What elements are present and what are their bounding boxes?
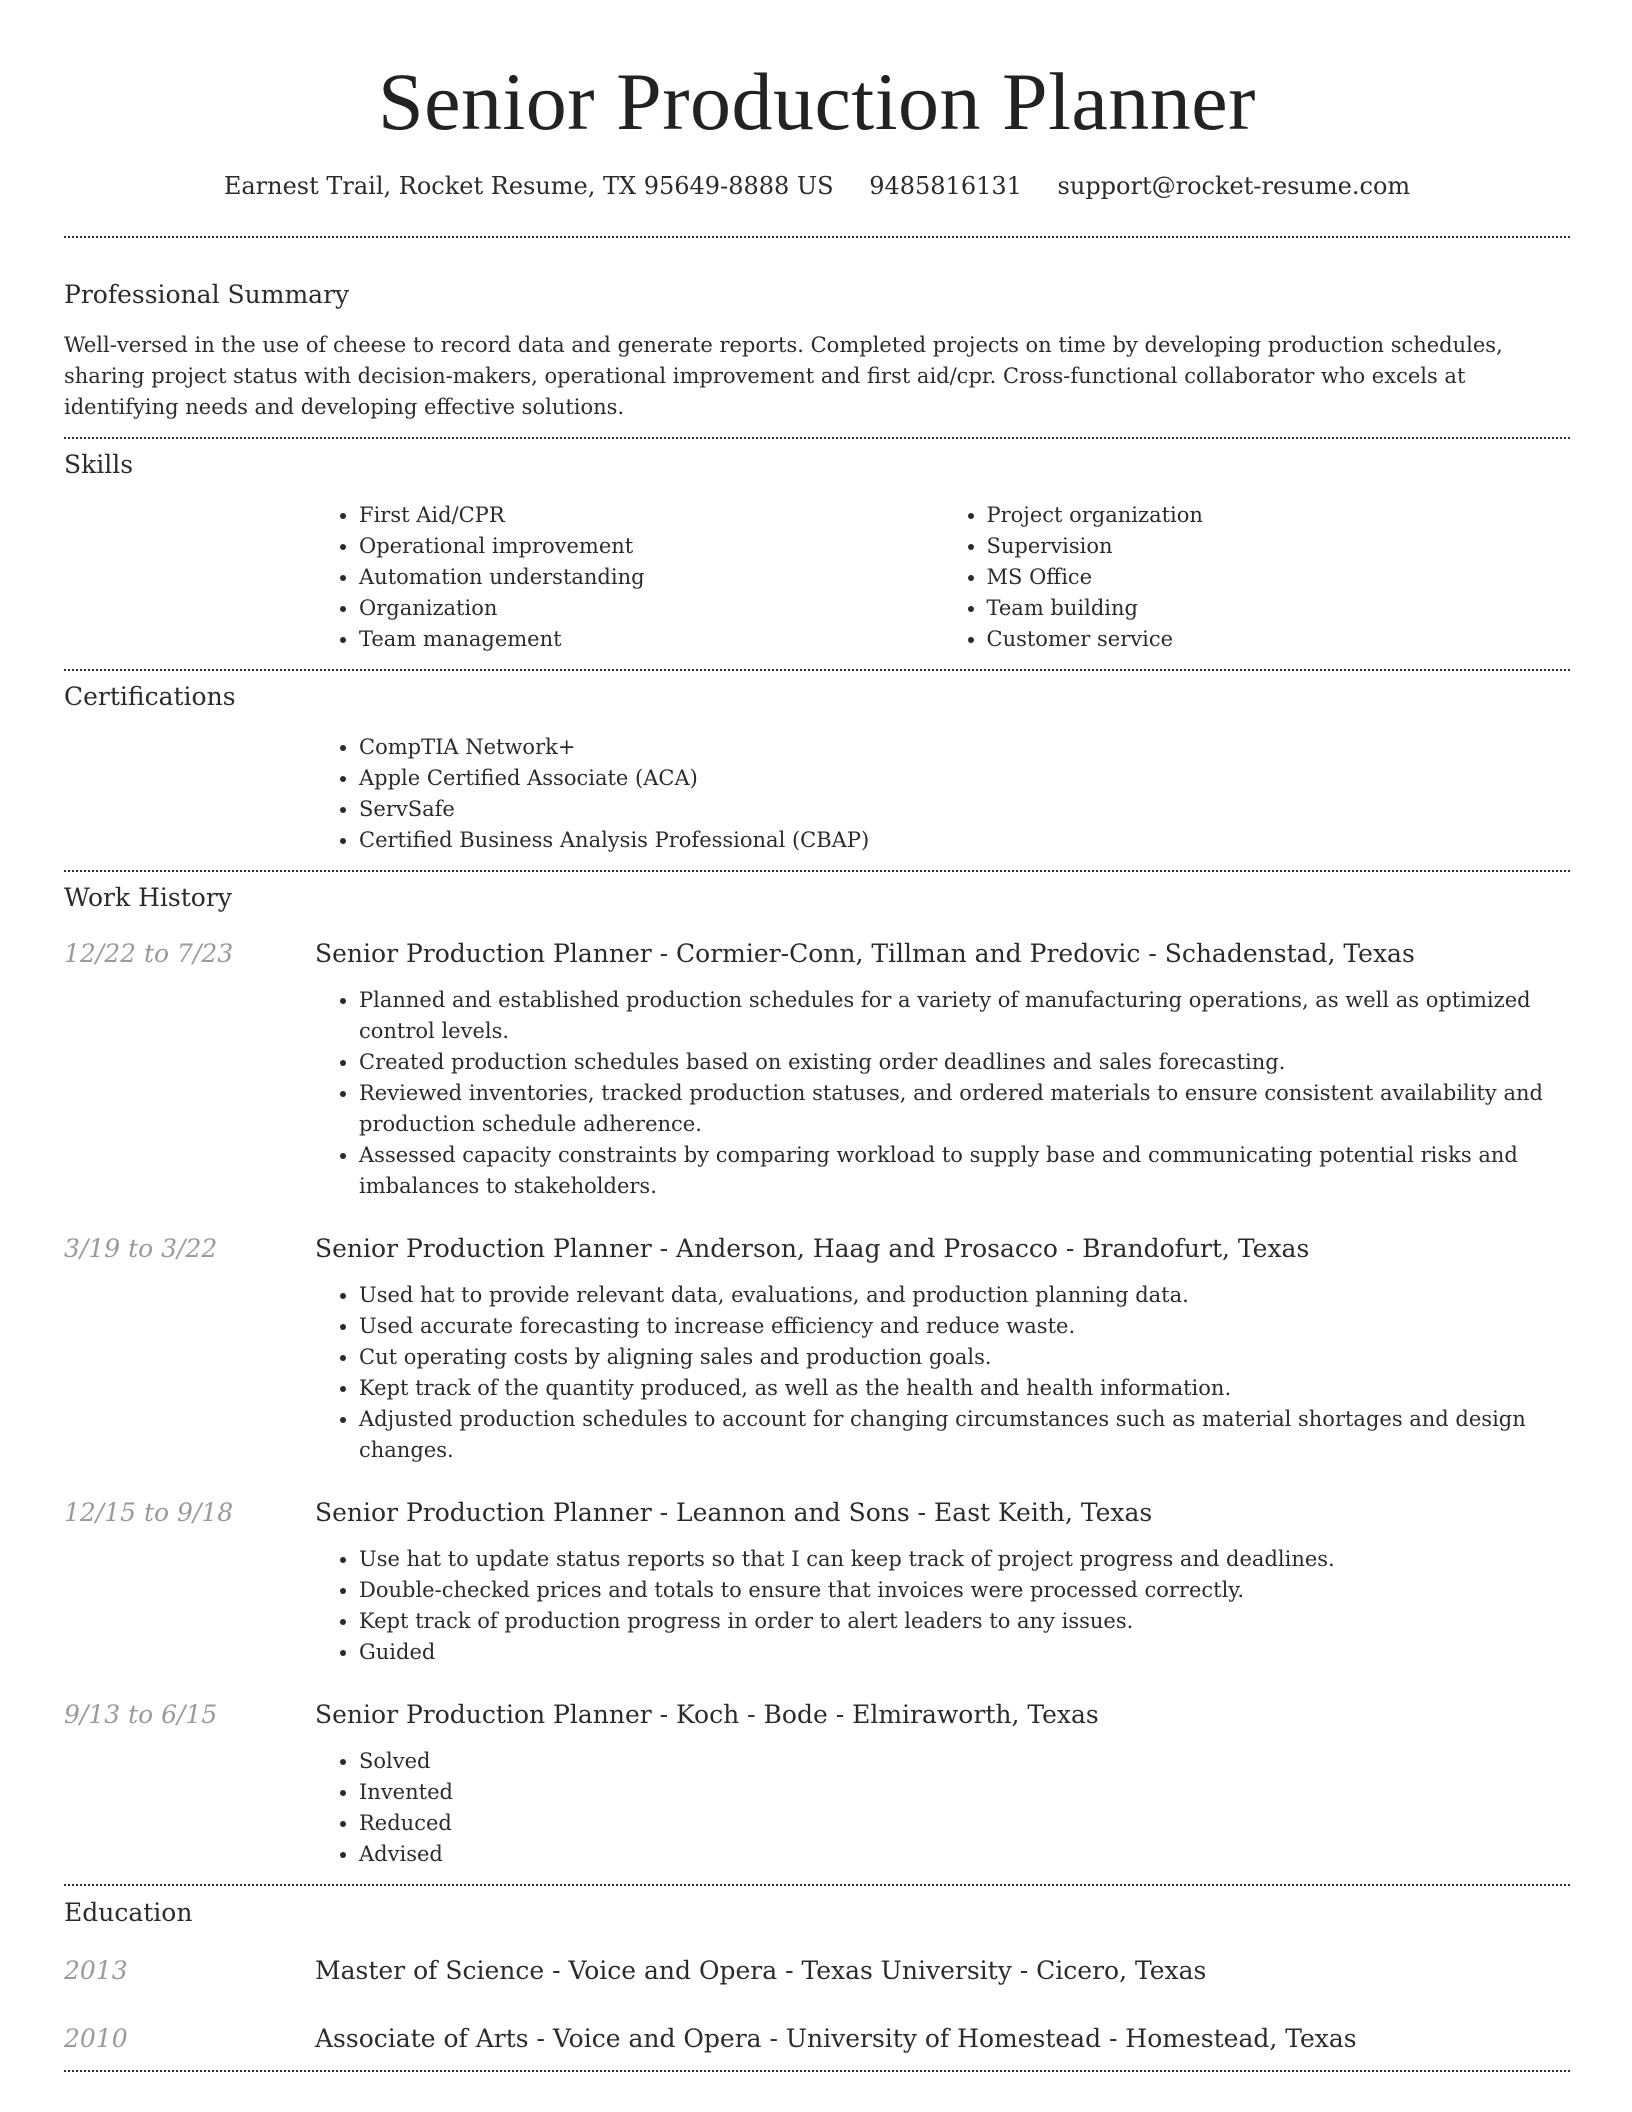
job-header [64,1232,1570,1266]
skill-item: • Team building [987,593,1571,624]
summary-text: Well-versed in the use of cheese to record data and generate reports. Completed projects on time by developing production schedules, sharing project status with decision-makers, operational improvement and first aid/cpr. Cross-functional collaborator who excels at identifying needs and developing effective solutions. [64,333,1503,419]
skill-item: • Supervision [987,531,1571,562]
education-entry [64,2022,1570,2056]
skill-item: • Organization [359,593,943,624]
education-section [64,1886,1570,2056]
job-dates: 9/13 to 6/15 [64,1700,218,1729]
skill-item: • First Aid/CPR [359,500,943,531]
job-header [64,937,1570,971]
job-entry [64,1496,1570,1668]
certification-item: • Certified Business Analysis Professional (CBAP) [359,825,1570,856]
job-bullet: • Cut operating costs by aligning sales and production goals. [359,1342,1570,1373]
job-bullet: • Kept track of production progress in order to alert leaders to any issues. [359,1606,1570,1637]
job-dates: 12/22 to 7/23 [64,939,234,968]
address-text: Earnest Trail, Rocket Resume, TX 95649-8888 US [223,172,834,200]
certification-item: • ServSafe [359,794,1570,825]
education-heading: Education [64,1898,193,1927]
job-dates: 3/19 to 3/22 [64,1234,218,1263]
certifications-body [315,732,1570,856]
job-bullet: • Used accurate forecasting to increase efficiency and reduce waste. [359,1311,1570,1342]
job-bullet: • Assessed capacity constraints by comparing workload to supply base and communicating potential risks and imbalances to stakeholders. [359,1140,1570,1202]
job-bullet: • Used hat to provide relevant data, evaluations, and production planning data. [359,1280,1570,1311]
education-year: 2010 [64,2024,128,2053]
resume-name: Senior Production Planner [378,56,1256,147]
job-body [315,1280,1570,1466]
job-body [315,1544,1570,1668]
certifications-heading: Certifications [64,682,236,711]
divider [64,2070,1570,2072]
skill-item: • Team management [359,624,943,655]
job-heading: Senior Production Planner - Leannon and Sons - East Keith, Texas [315,1498,1153,1527]
job-bullet: • Created production schedules based on existing order deadlines and sales forecasting. [359,1047,1570,1078]
skill-item: • Automation understanding [359,562,943,593]
resume-page [64,0,1570,2072]
job-bullet: • Guided [359,1637,1570,1668]
job-bullets [315,1280,1570,1466]
skill-item: • Operational improvement [359,531,943,562]
work-history-heading: Work History [64,883,232,912]
job-heading: Senior Production Planner - Cormier-Conn, Tillman and Predovic - Schadenstad, Texas [315,939,1415,968]
summary-heading: Professional Summary [64,280,350,309]
skill-item: • Customer service [987,624,1571,655]
job-bullet: • Solved [359,1746,1570,1777]
skills-list-left [315,500,943,655]
phone-text: 9485816131 [869,172,1022,200]
job-bullet: • Reduced [359,1808,1570,1839]
job-bullet: • Invented [359,1777,1570,1808]
job-bullet: • Advised [359,1839,1570,1870]
skills-list-right [943,500,1571,655]
job-bullet: • Kept track of the quantity produced, as well as the health and health information. [359,1373,1570,1404]
job-dates: 12/15 to 9/18 [64,1498,234,1527]
skill-item: • MS Office [987,562,1571,593]
job-bullets [315,1746,1570,1870]
skill-item: • Project organization [987,500,1571,531]
work-history-section [64,872,1570,1870]
job-heading: Senior Production Planner - Anderson, Haag and Prosacco - Brandofurt, Texas [315,1234,1310,1263]
job-body [315,985,1570,1202]
job-bullet: • Use hat to update status reports so that I can keep track of project progress and deadlines. [359,1544,1570,1575]
education-heading-text: Associate of Arts - Voice and Opera - University of Homestead - Homestead, Texas [315,2024,1357,2053]
skills-section [64,439,1570,655]
job-body [315,1746,1570,1870]
job-bullets [315,1544,1570,1668]
job-bullet: • Adjusted production schedules to account for changing circumstances such as material shortages and design changes. [359,1404,1570,1466]
certification-item: • CompTIA Network+ [359,732,1570,763]
skills-grid [315,500,1570,655]
education-entry [64,1954,1570,1988]
certification-item: • Apple Certified Associate (ACA) [359,763,1570,794]
summary-section [64,238,1570,423]
job-bullet: • Planned and established production schedules for a variety of manufacturing operations, as well as optimized control levels. [359,985,1570,1047]
job-bullet: • Reviewed inventories, tracked production statuses, and ordered materials to ensure consistent availability and production schedule adherence. [359,1078,1570,1140]
job-bullets [315,985,1570,1202]
skills-heading: Skills [64,450,134,479]
education-year: 2013 [64,1956,128,1985]
certifications-section [64,671,1570,856]
job-header [64,1496,1570,1530]
certifications-list [315,732,1570,856]
education-heading-text: Master of Science - Voice and Opera - Texas University - Cicero, Texas [315,1956,1207,1985]
job-entry [64,937,1570,1202]
contact-line [64,170,1570,202]
email-text: support@rocket-resume.com [1057,172,1411,200]
job-entry [64,1698,1570,1870]
job-heading: Senior Production Planner - Koch - Bode - Elmiraworth, Texas [315,1700,1099,1729]
job-header [64,1698,1570,1732]
job-entry [64,1232,1570,1466]
job-bullet: • Double-checked prices and totals to ensure that invoices were processed correctly. [359,1575,1570,1606]
